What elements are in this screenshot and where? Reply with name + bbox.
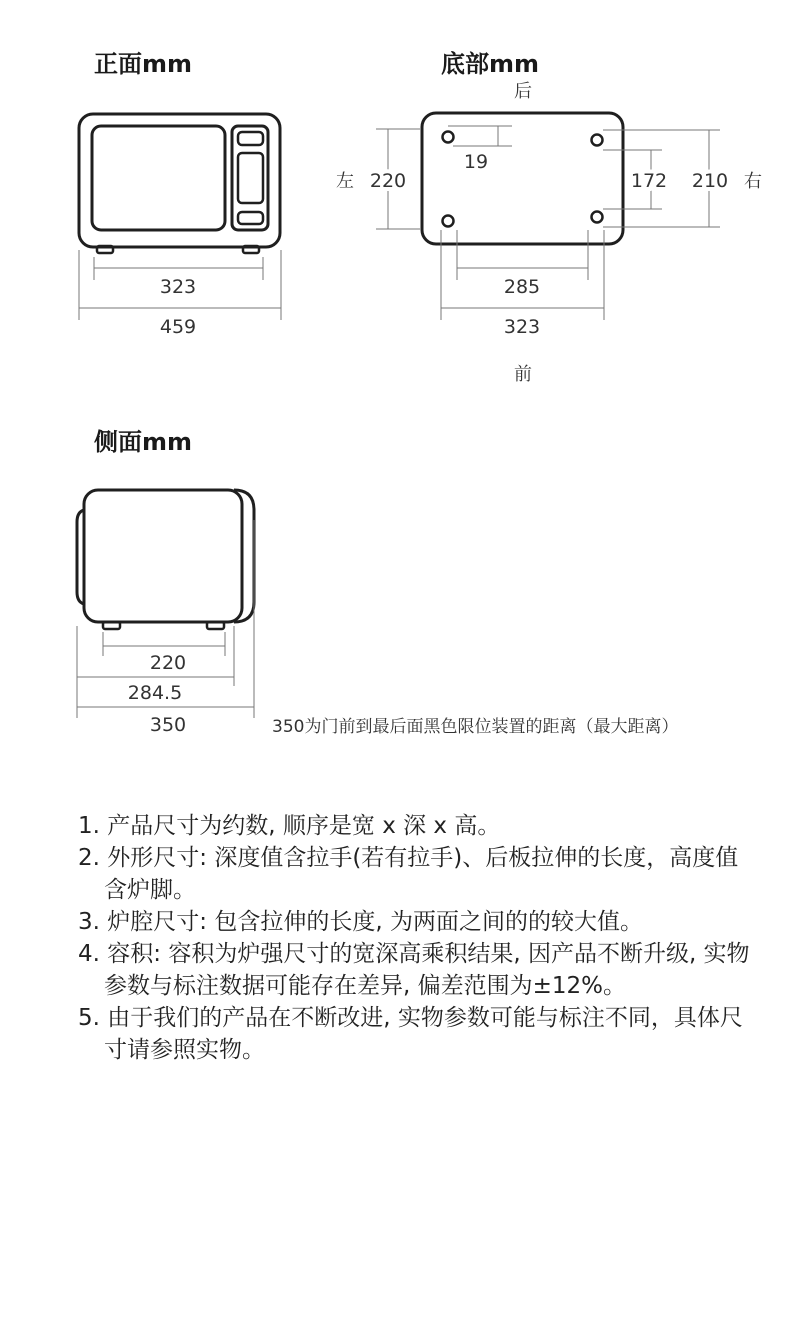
front-outer-width-label: 459 [159,316,197,338]
bottom-foot-offset-label: 19 [463,151,489,173]
front-button-top [238,132,263,145]
front-foot-left [97,246,113,253]
bottom-right-outer-label: 210 [691,170,729,192]
side-view-title: 侧面mm [94,428,193,456]
bottom-feet-span-label: 285 [503,276,541,298]
bottom-foot-bottom-left [443,216,454,227]
front-body-outline [79,114,280,247]
front-foot-right [243,246,259,253]
bottom-view-title: 底部mm [441,50,540,78]
side-feet-label: 220 [149,652,187,674]
bottom-right-inner-label: 172 [630,170,668,192]
note-item: 2. 外形尺寸: 深度值含拉手(若有拉手)、后板拉伸的长度，高度值含炉脚。 [78,845,739,903]
bottom-label-back: 后 [514,81,532,102]
bottom-label-front: 前 [514,364,532,385]
front-view [79,114,281,338]
front-door-window [92,126,225,230]
bottom-view [336,81,762,385]
bottom-width-label: 323 [503,316,541,338]
bottom-label-left: 左 [336,171,354,192]
side-body-label: 284.5 [127,682,183,704]
side-foot-front [207,622,224,629]
side-front-door [234,490,254,622]
side-body-outline [84,490,242,622]
note-item: 3. 炉腔尺寸: 包含拉伸的长度, 为两面之间的的较大值。 [78,909,643,935]
notes-list [78,810,758,1066]
bottom-label-right: 右 [744,171,762,192]
note-item: 5. 由于我们的产品在不断改进, 实物参数可能与标注不同，具体尺寸请参照实物。 [78,1005,743,1063]
bottom-foot-top-left [443,132,454,143]
front-display [238,153,263,203]
side-view [77,490,254,736]
front-view-title: 正面mm [94,50,193,78]
note-item: 1. 产品尺寸为约数, 顺序是宽 x 深 x 高。 [78,813,501,839]
bottom-left-height-label: 220 [369,170,407,192]
side-total-label: 350 [149,714,187,736]
side-foot-rear [103,622,120,629]
front-button-bottom [238,212,263,224]
side-dimension-note: 350为门前到最后面黑色限位装置的距离（最大距离） [272,717,679,737]
front-inner-width-label: 323 [159,276,197,298]
bottom-foot-top-right [592,135,603,146]
note-item: 4. 容积: 容积为炉强尺寸的宽深高乘积结果, 因产品不断升级, 实物参数与标注数据可能存在差异, 偏差范围为±12%。 [78,941,750,999]
bottom-foot-bottom-right [592,212,603,223]
